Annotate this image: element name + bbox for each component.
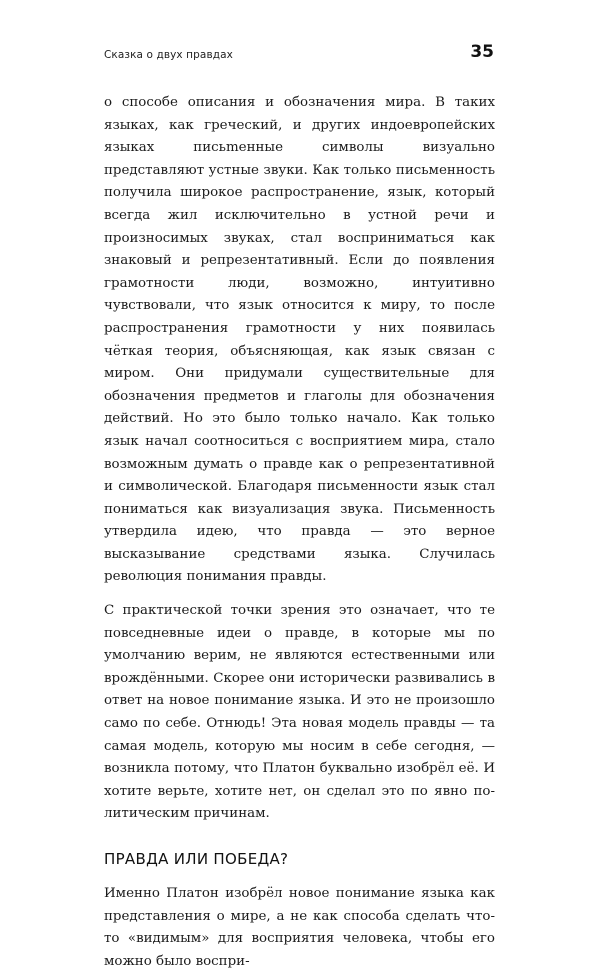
running-head-title: Сказка о двух правдах [104,49,233,61]
section-heading: ПРАВДА ИЛИ ПОБЕДА? [104,850,289,868]
body-text [104,92,495,973]
page-number: 35 [470,42,494,62]
paragraph: о способе описания и обозначения мира. В таких языках, как греческий, и других индоевропейских языках письmенные символы визуально представляют устные звуки. Как только письменность получила широкое распространение, язык, который всегда жил исключительно в устной речи и произносимых звуках, стал восприниматься как знаковый и репрезентативный. Если до появления грамотности люди, возможно, интуитивно чувствовали, что язык относится к миру, то после распространения грамотности у них появилась чёткая теория, объясняющая, как язык связан с миром. Они придумали существительные для обозначения предметов и глаголы для обозначения действий. Но это было только начало. Как только язык начал соотноситься с восприятием мира, стало возможным думать о правде как о репрезентативной и символической. Благодаря письменности язык стал пониматься как визуализация звука. Письменность утвердила идею, что правда — это верное высказывание средствами языка. Случилась революция понимания правды. [104,95,495,585]
paragraph: Именно Платон изобрёл новое понимание языка как представления о мире, а не как способа сделать что-то «видимым» для восприятия человека, чтобы его можно было воспри- [104,886,495,969]
paragraph: С практической точки зрения это означает, что те повседневные идеи о правде, в которые мы по умолчанию верим, не являются естественными или врождёнными. Скорее они исторически развивались в ответ на новое понимание языка. И это не произошло само по себе. Отнюдь! Эта новая модель правды — та самая модель, которую мы носим в себе сегодня, — возникла потому, что Платон буквально изобрёл её. И хотите верьте, хотите нет, он сделал это по явно политическим причинам. [104,603,495,822]
